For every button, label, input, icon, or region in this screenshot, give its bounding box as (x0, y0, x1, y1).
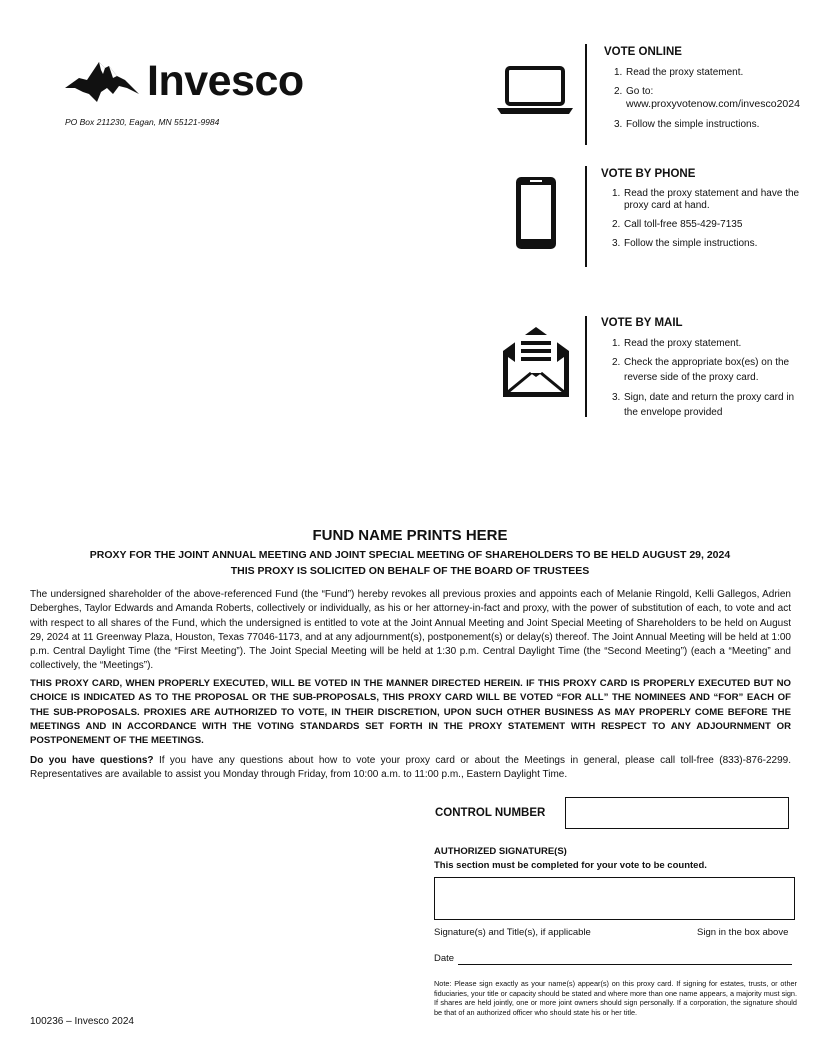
list-item: 2. Call toll-free 855-429-7135 (612, 219, 743, 230)
questions-paragraph (30, 754, 791, 783)
laptop-icon (495, 66, 575, 116)
vote-online-steps (614, 66, 814, 137)
authorized-signature-title: AUTHORIZED SIGNATURE(S) (434, 846, 567, 857)
vote-phone-title: VOTE BY PHONE (601, 168, 696, 180)
signature-hint: Sign in the box above (697, 927, 789, 938)
signature-box[interactable] (434, 877, 795, 920)
vote-mail-steps (612, 337, 808, 426)
divider-line (585, 316, 587, 417)
invesco-logo (65, 58, 304, 104)
meeting-subheading: PROXY FOR THE JOINT ANNUAL MEETING AND JOINT SPECIAL MEETING OF SHAREHOLDERS TO BE HELD AUGUST 29, 2024 (89, 549, 731, 561)
vote-online-title: VOTE ONLINE (604, 46, 682, 58)
solicitation-subheading: THIS PROXY IS SOLICITED ON BEHALF OF THE BOARD OF TRUSTEES (230, 565, 590, 577)
list-item: 1. Read the proxy statement. (612, 338, 742, 349)
vote-online-url[interactable]: www.proxyvotenow.com/invesco2024 (626, 98, 800, 110)
divider-line (585, 166, 587, 267)
signing-note: Note: Please sign exactly as your name(s) appear(s) on this proxy card. If signing for estates, trusts, or other fiduciaries, your title or capacity should be stated and where more than one name appears, a majority must sign. If shares are held jointly, one or more joint owners should sign personally. If a corporation, the signature should be that of an authorized officer who should state his or her title. (434, 979, 797, 1017)
control-number-box (565, 797, 789, 829)
envelope-icon (501, 325, 571, 399)
proxy-paragraph: The undersigned shareholder of the above-referenced Fund (the “Fund”) hereby revokes all previous proxies and appoints each of Melanie Ringold, Kelli Gallegos, Adrien Deberghes, Taylor Edwards and Amanda Roberts, collectively or individually, as his or her attorney-in-fact and proxy, with the power of substitution of each, to vote and act with respect to all shares of the Fund, which the undersigned is entitled to vote at the Joint Annual Meeting and Joint Special Meeting of Shareholders to be held on August 29, 2024 at 11 Greenway Plaza, Houston, Texas 77046-1173, and at any adjournment(s), postponement(s) or delay(s) thereof. The Joint Annual Meeting will be held at 1:00 p.m. Central Daylight Time (the “First Meeting”). The Joint Special Meeting will be held at 1:30 p.m. Central Daylight Time (the “Second Meeting”) (each a “Meeting” and collectively, the “Meetings”). (30, 589, 791, 672)
list-item: 2. Check the appropriate box(es) on the reverse side of the proxy card. (612, 357, 790, 383)
date-field[interactable] (458, 964, 792, 965)
list-item: 1. Read the proxy statement and have the proxy card at hand. (612, 188, 800, 211)
form-code: 100236 – Invesco 2024 (30, 1016, 134, 1027)
list-item: 3. Follow the simple instructions. (612, 238, 758, 249)
signature-label: Signature(s) and Title(s), if applicable (434, 927, 591, 938)
authorized-signature-instruction: This section must be completed for your vote to be counted. (434, 860, 707, 871)
vote-phone-steps (612, 188, 802, 256)
date-label: Date (434, 953, 455, 964)
list-item: 3. Follow the simple instructions. (614, 118, 760, 130)
logo-text: Invesco (147, 56, 304, 105)
questions-text: If you have any questions about how to vote your proxy card or about the Meetings in general, please call toll-free (833)-876-2299. Representatives are available to assist you Monday through Friday, from 10:00 a.m. to 11:00 p.m., Eastern Daylight Time. (30, 755, 791, 781)
vote-mail-title: VOTE BY MAIL (601, 317, 683, 329)
return-address: PO Box 211230, Eagan, MN 55121-9984 (65, 117, 220, 127)
fund-name: FUND NAME PRINTS HERE (312, 527, 508, 544)
mountain-logo-icon (65, 58, 143, 104)
divider-line (585, 44, 587, 145)
list-item: 2. Go to: www.proxyvotenow.com/invesco2024 (614, 85, 814, 112)
phone-icon (514, 175, 558, 251)
proxy-legal-paragraph: THIS PROXY CARD, WHEN PROPERLY EXECUTED, WILL BE VOTED IN THE MANNER DIRECTED HEREIN. IF THIS PROXY CARD IS PROPERLY EXECUTED BUT NO CHOICE IS INDICATED AS TO THE PROPOSAL OR THE SUB-PROPOSALS, THIS PROXY CARD WILL BE VOTED “FOR ALL” THE NOMINEES AND “FOR” EACH OF THE SUB-PROPOSALS. PROXIES ARE AUTHORIZED TO VOTE, IN THEIR DISCRETION, UPON SUCH OTHER BUSINESS AS MAY PROPERLY COME BEFORE THE MEETINGS AND IN ACCORDANCE WITH THE VOTING STANDARDS SET FORTH IN THE PROXY STATEMENT WITH RESPECT TO ANY ADJOURNMENT OR POSTPONEMENT OF THE MEETINGS. (30, 678, 791, 747)
control-number-label: CONTROL NUMBER (435, 807, 546, 819)
questions-label: Do you have questions? (30, 755, 154, 766)
list-item: 1. Read the proxy statement. (614, 67, 744, 78)
list-item: 3. Sign, date and return the proxy card in the envelope provided (612, 392, 795, 418)
